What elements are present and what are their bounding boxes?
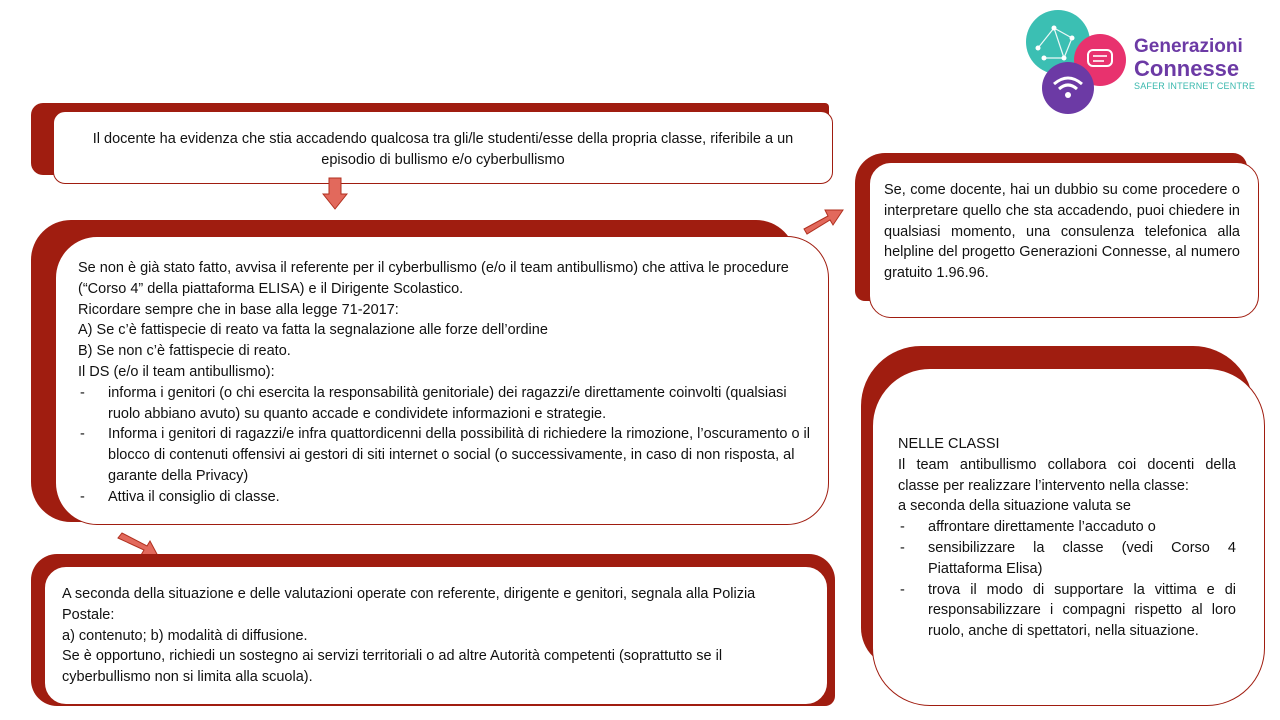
classes-team: Il team antibullismo collabora coi docenti della classe per realizzare l’intervento nella classe:	[898, 456, 1236, 494]
procedure-law: Ricordare sempre che in base alla legge 71-2017:	[78, 301, 399, 318]
report-intro: A seconda della situazione e delle valutazioni operate con referente, dirigente e genitori, segnala alla Polizia Postale:	[62, 586, 756, 623]
list-item: - Attiva il consiglio di classe.	[78, 487, 812, 508]
logo-text	[1134, 36, 1255, 92]
arrow-down-icon	[322, 177, 348, 211]
helpline-text: Se, come docente, hai un dubbio su come procedere o interpretare quello che sta accadendo, puoi chiedere in qualsiasi momento, una consulenza telefonica alla helpline del progetto Generazioni Connesse, al numero gratuito 1.96.96.	[884, 182, 1240, 282]
logo-line-3: SAFER INTERNET CENTRE	[1134, 81, 1256, 91]
logo-line-2: Connesse	[1134, 56, 1240, 81]
list-item: - informa i genitori (o chi esercita la responsabilità genitoriale) dei ragazzi/e direttamente coinvolti (qualsiasi ruolo abbiano avuto) su quanto accade e condividete informazioni e strategie.	[78, 383, 812, 425]
list-item: - trova il modo di supportare la vittima e di responsabilizzare i compagni rispetto al loro ruolo, anche di spettatori, nella situazione.	[898, 580, 1236, 642]
box-report	[44, 566, 828, 705]
procedure-list	[78, 383, 812, 508]
list-item: - affrontare direttamente l’accaduto o	[898, 517, 1236, 538]
classes-evaluate: a seconda della situazione valuta se	[898, 498, 1131, 515]
report-support: Se è opportuno, richiedi un sostegno ai servizi territoriali o ad altre Autorità competenti (soprattutto se il cyberbullismo non si limita alla scuola).	[62, 648, 723, 686]
list-item: - Informa i genitori di ragazzi/e infra quattordicenni della possibilità di richiedere la rimozione, l’oscuramento o il blocco di contenuti offensivi ai gestori di siti internet o social (o successivamente, in caso di non risposta, al garante della Privacy)	[78, 424, 812, 486]
list-item: - sensibilizzare la classe (vedi Corso 4 Piattaforma Elisa)	[898, 538, 1236, 580]
procedure-ds: Il DS (e/o il team antibullismo):	[78, 363, 275, 380]
logo-line-1: Generazioni	[1134, 36, 1243, 57]
procedure-b: B) Se non c’è fattispecie di reato.	[78, 343, 291, 360]
procedure-intro: Se non è già stato fatto, avvisa il referente per il cyberbullismo (e/o il team antibullismo) che attiva le procedure (“Corso 4” della piattaforma ELISA) e il Dirigente Scolastico.	[78, 260, 789, 297]
procedure-a: A) Se c’è fattispecie di reato va fatta la segnalazione alle forze dell’ordine	[78, 322, 548, 339]
generazioni-connesse-logo	[1024, 8, 1264, 118]
box-helpline	[869, 162, 1259, 318]
box-procedure	[55, 236, 829, 525]
box-evidence	[53, 111, 833, 184]
box-classes	[872, 368, 1265, 706]
classes-heading: NELLE CLASSI	[898, 436, 1000, 452]
logo-circles-icon	[1024, 8, 1134, 118]
report-content: a) contenuto; b) modalità di diffusione.	[62, 627, 308, 644]
arrow-right-up-icon	[800, 202, 846, 238]
box-evidence-text: Il docente ha evidenza che stia accadendo qualcosa tra gli/le studenti/esse della propria classe, riferibile a un episodio di bullismo e/o cyberbullismo	[92, 131, 794, 168]
classes-list	[898, 517, 1236, 642]
